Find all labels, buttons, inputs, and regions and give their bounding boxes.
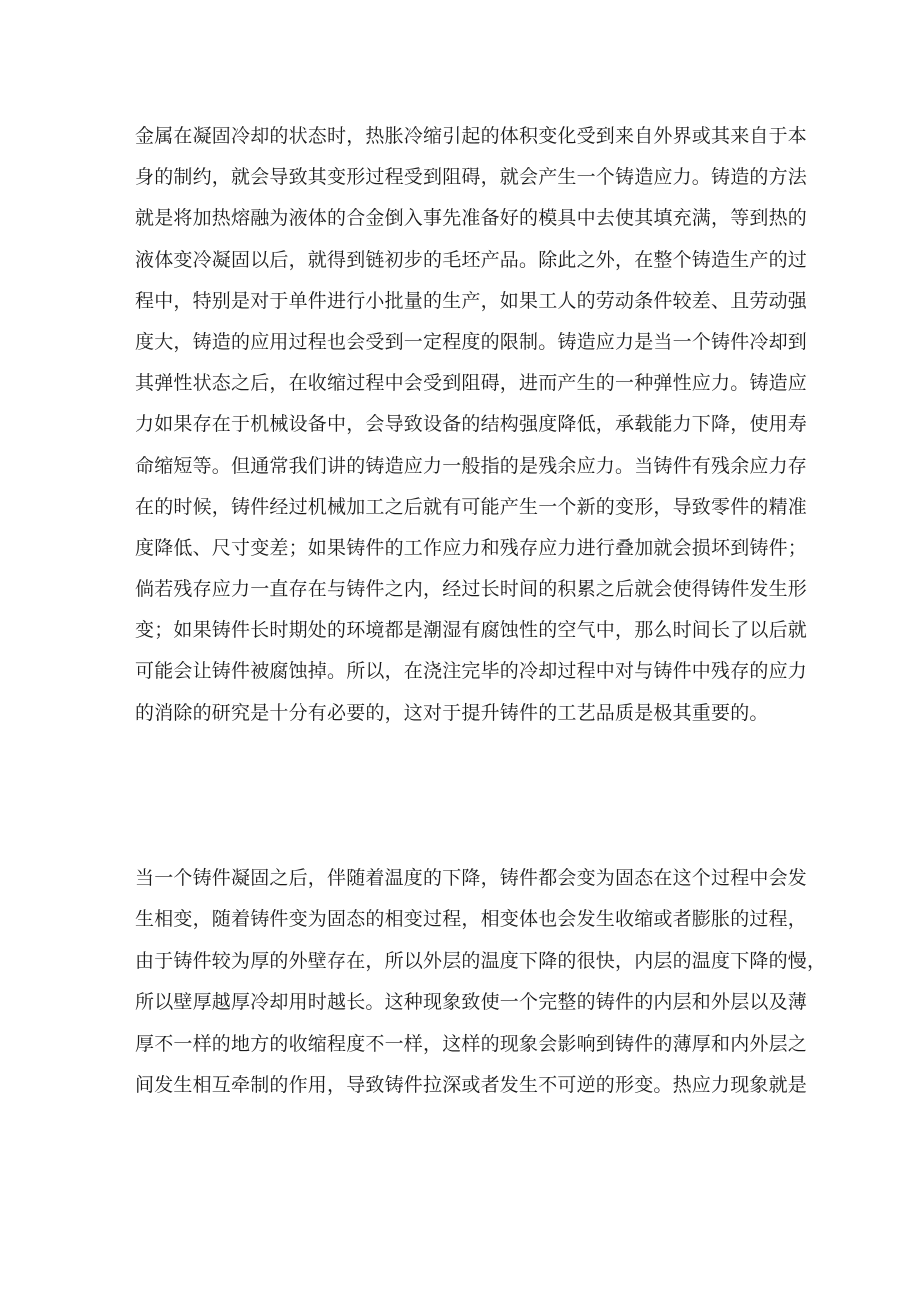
text-line: 程中，特别是对于单件进行小批量的生产，如果工人的劳动条件较差、且劳动强: [135, 289, 808, 312]
text-line: 生相变，随着铸件变为固态的相变过程，相变体也会发生收缩或者膨胀的过程，: [135, 908, 808, 931]
text-line: 当一个铸件凝固之后，伴随着温度的下降，铸件都会变为固态在这个过程中会发: [135, 867, 808, 889]
paragraph-1: [135, 116, 808, 734]
text-line: 其弹性状态之后，在收缩过程中会受到阻碍，进而产生的一种弹性应力。铸造应: [135, 372, 808, 395]
text-line: 在的时候，铸件经过机械加工之后就有可能产生一个新的变形，导致零件的精准: [135, 495, 808, 518]
text-line: 变；如果铸件长时期处的环境都是潮湿有腐蚀性的空气中，那么时间长了以后就: [135, 619, 808, 642]
text-line: 就是将加热熔融为液体的合金倒入事先准备好的模具中去使其填充满，等到热的: [135, 207, 808, 230]
text-line: 力如果存在于机械设备中，会导致设备的结构强度降低，承载能力下降，使用寿: [135, 413, 808, 436]
text-line: 厚不一样的地方的收缩程度不一样，这样的现象会影响到铸件的薄厚和内外层之: [135, 1032, 808, 1055]
text-line: 度大，铸造的应用过程也会受到一定程度的限制。铸造应力是当一个铸件冷却到: [135, 330, 808, 353]
paragraph-2: [135, 858, 827, 1106]
text-line: 由于铸件较为厚的外壁存在，所以外层的温度下降的很快，内层的温度下降的慢，: [135, 949, 827, 972]
text-line: 倘若残存应力一直存在与铸件之内，经过长时间的积累之后就会使得铸件发生形: [135, 578, 808, 601]
text-line: 度降低、尺寸变差；如果铸件的工作应力和残存应力进行叠加就会损坏到铸件；: [135, 536, 808, 559]
text-line: 的消除的研究是十分有必要的，这对于提升铸件的工艺品质是极其重要的。: [135, 701, 769, 724]
text-line: 金属在凝固冷却的状态时，热胀冷缩引起的体积变化受到来自外界或其来自于本: [135, 125, 808, 147]
text-line: 身的制约，就会导致其变形过程受到阻碍，就会产生一个铸造应力。铸造的方法: [135, 166, 808, 189]
text-line: 间发生相互牵制的作用，导致铸件拉深或者发生不可逆的形变。热应力现象就是: [135, 1073, 808, 1096]
text-line: 所以壁厚越厚冷却用时越长。这种现象致使一个完整的铸件的内层和外层以及薄: [135, 991, 808, 1014]
text-line: 可能会让铸件被腐蚀掉。所以，在浇注完毕的冷却过程中对与铸件中残存的应力: [135, 660, 808, 683]
text-line: 液体变冷凝固以后，就得到链初步的毛坯产品。除此之外，在整个铸造生产的过: [135, 248, 808, 271]
text-line: 命缩短等。但通常我们讲的铸造应力一般指的是残余应力。当铸件有残余应力存: [135, 454, 808, 477]
